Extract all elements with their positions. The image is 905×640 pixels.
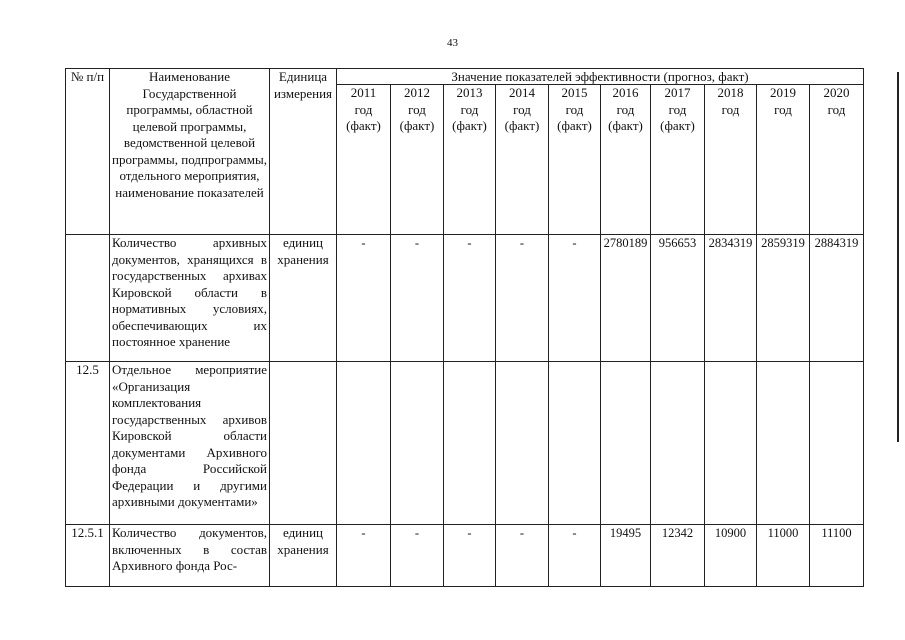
- value-2016: 19495: [601, 525, 651, 587]
- value-2011: -: [337, 235, 391, 362]
- year-header-2019: 2019 год: [757, 85, 810, 235]
- value-2012: [391, 362, 444, 525]
- value-2017: 956653: [651, 235, 705, 362]
- value-2018: 10900: [705, 525, 757, 587]
- value-2016: 2780189: [601, 235, 651, 362]
- efficiency-indicators-table: [65, 68, 864, 587]
- value-2015: [549, 362, 601, 525]
- value-2015: -: [549, 525, 601, 587]
- header-row-1: [66, 69, 864, 85]
- value-2017: [651, 362, 705, 525]
- value-2014: [496, 362, 549, 525]
- unit-of-measure: единиц хранения: [270, 235, 337, 362]
- value-2020: 11100: [810, 525, 864, 587]
- year-header-2012: 2012 год (факт): [391, 85, 444, 235]
- year-header-2011: 2011 год (факт): [337, 85, 391, 235]
- table-row: [66, 525, 864, 587]
- value-2016: [601, 362, 651, 525]
- value-2012: -: [391, 235, 444, 362]
- page-number: 43: [447, 37, 458, 49]
- year-header-2020: 2020 год: [810, 85, 864, 235]
- row-number: 12.5.1: [66, 525, 110, 587]
- value-2011: -: [337, 525, 391, 587]
- value-2013: [444, 362, 496, 525]
- row-number: 12.5: [66, 362, 110, 525]
- value-2014: -: [496, 525, 549, 587]
- value-2019: 2859319: [757, 235, 810, 362]
- unit-of-measure: единиц хранения: [270, 525, 337, 587]
- value-2019: [757, 362, 810, 525]
- right-margin-line: [897, 72, 899, 442]
- value-2018: [705, 362, 757, 525]
- value-2013: -: [444, 525, 496, 587]
- value-2020: [810, 362, 864, 525]
- year-header-2018: 2018 год: [705, 85, 757, 235]
- value-2017: 12342: [651, 525, 705, 587]
- value-2011: [337, 362, 391, 525]
- year-header-2016: 2016 год (факт): [601, 85, 651, 235]
- value-2014: -: [496, 235, 549, 362]
- col-values-header: Значение показателей эффективности (прогноз, факт): [337, 69, 864, 85]
- col-name-header: Наименование Государственной программы, областной целевой программы, ведомственной целевой программы, подпрограммы, отдельного мероприятия, наименование показателей: [110, 69, 270, 235]
- value-2015: -: [549, 235, 601, 362]
- year-header-2014: 2014 год (факт): [496, 85, 549, 235]
- value-2013: -: [444, 235, 496, 362]
- value-2018: 2834319: [705, 235, 757, 362]
- col-unit-header: Единица измерения: [270, 69, 337, 235]
- year-header-2015: 2015 год (факт): [549, 85, 601, 235]
- table-row: [66, 235, 864, 362]
- value-2019: 11000: [757, 525, 810, 587]
- unit-of-measure: [270, 362, 337, 525]
- indicator-name: Количество архивных документов, хранящихся в государственных архивах Кировской области в нормативных условиях, обеспечивающих их постоянное хранение: [110, 235, 270, 362]
- indicator-name: Отдельное мероприятие «Организация комплектования государственных архивов Кировской области документами Архивного фонда Российской Федерации и другими архивными документами»: [110, 362, 270, 525]
- table-row: [66, 362, 864, 525]
- value-2012: -: [391, 525, 444, 587]
- year-header-2013: 2013 год (факт): [444, 85, 496, 235]
- col-no-header: № п/п: [66, 69, 110, 235]
- year-header-2017: 2017 год (факт): [651, 85, 705, 235]
- value-2020: 2884319: [810, 235, 864, 362]
- indicator-name: Количество документов, включенных в состав Архивного фонда Рос-: [110, 525, 270, 587]
- row-number: [66, 235, 110, 362]
